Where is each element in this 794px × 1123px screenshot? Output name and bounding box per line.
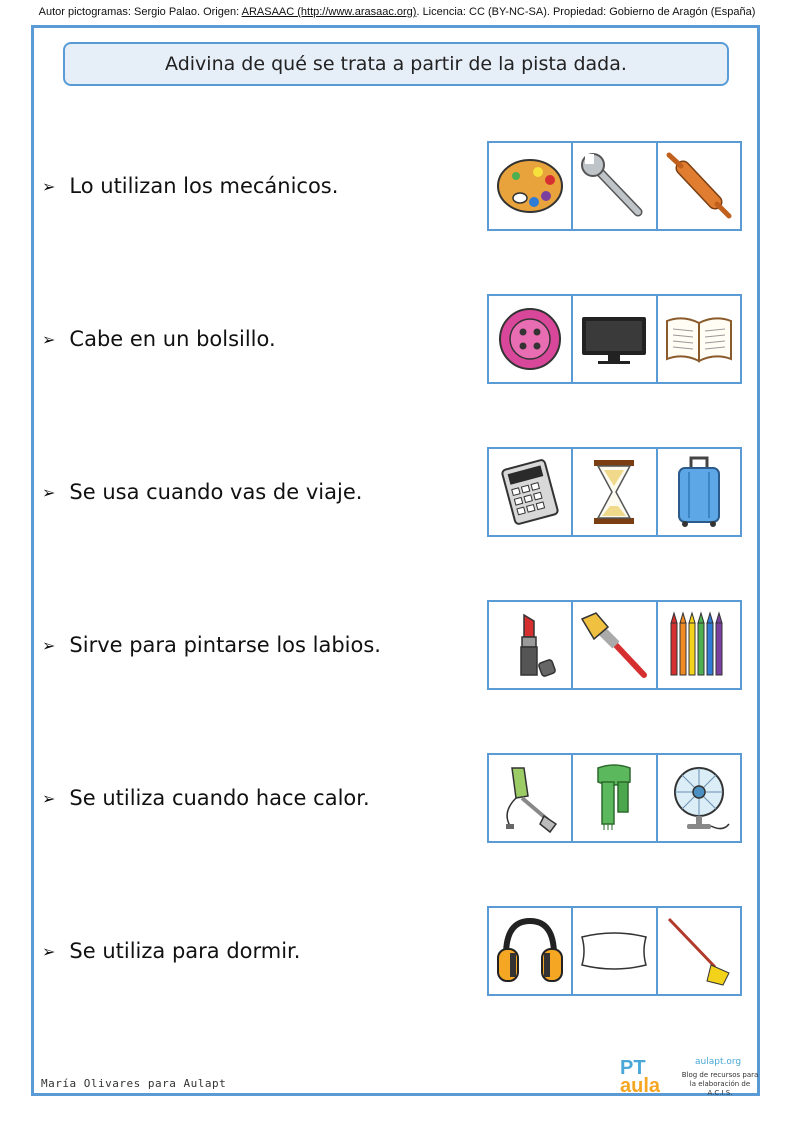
arrow-bullet-icon: ➢ [42,941,56,961]
option-cell[interactable] [489,296,573,382]
logo-tagline: Blog de recursos para la elaboración de A.C.I.S. [681,1071,759,1097]
arrow-bullet-icon: ➢ [42,635,56,655]
credit-link[interactable]: ARASAAC (http://www.arasaac.org) [241,6,417,18]
clue [42,600,381,690]
picture-options [487,141,742,231]
logo-text-b: aula [620,1075,661,1097]
option-cell[interactable] [489,602,573,688]
option-cell[interactable] [658,449,740,535]
calculator-icon [494,456,566,528]
paint-palette-icon [494,150,566,222]
option-cell[interactable] [489,143,573,229]
picture-options [487,906,742,996]
scarf-icon [578,762,650,834]
clue-text: Se utiliza cuando hace calor. [69,786,370,810]
colored-pencils-icon [663,609,735,681]
exercise-row [0,906,794,996]
option-cell[interactable] [573,143,657,229]
mop-icon [663,915,735,987]
picture-options [487,753,742,843]
clue-text: Se utiliza para dormir. [69,939,301,963]
credit-prefix: Autor pictogramas: Sergio Palao. Origen: [38,6,242,18]
arrow-bullet-icon: ➢ [42,329,56,349]
instruction-text: Adivina de qué se trata a partir de la pista dada. [165,53,627,75]
clue [42,447,362,537]
ear-protectors-icon [494,915,566,987]
pillow-icon [578,915,650,987]
clue [42,294,276,384]
option-cell[interactable] [658,602,740,688]
option-cell[interactable] [658,755,740,841]
option-cell[interactable] [573,602,657,688]
credit-suffix: . Licencia: CC (BY-NC-SA). Propiedad: Gobierno de Aragón (España) [416,6,756,18]
option-cell[interactable] [489,908,573,994]
picture-options [487,447,742,537]
logo-text-a: PT [620,1057,646,1079]
wrench-icon [578,150,650,222]
clue [42,906,300,996]
logo-url: aulapt.org [695,1057,742,1067]
credit-line [0,6,794,18]
option-cell[interactable] [573,908,657,994]
exercise-row [0,447,794,537]
picture-options [487,294,742,384]
aulapt-logo [620,1057,760,1095]
arrow-bullet-icon: ➢ [42,482,56,502]
exercise-row [0,294,794,384]
arrow-bullet-icon: ➢ [42,788,56,808]
suitcase-icon [663,456,735,528]
button-icon [494,303,566,375]
exercise-row [0,141,794,231]
clue-text: Se usa cuando vas de viaje. [69,480,363,504]
clue [42,753,370,843]
footer-author: María Olivares para Aulapt [41,1077,227,1090]
lipstick-icon [494,609,566,681]
exercise-row [0,600,794,690]
clue-text: Sirve para pintarse los labios. [69,633,381,657]
option-cell[interactable] [573,449,657,535]
hand-blender-icon [494,762,566,834]
option-cell[interactable] [489,755,573,841]
paintbrush-icon [578,609,650,681]
option-cell[interactable] [573,755,657,841]
option-cell[interactable] [658,296,740,382]
option-cell[interactable] [489,449,573,535]
option-cell[interactable] [658,908,740,994]
clue [42,141,338,231]
open-book-icon [663,303,735,375]
option-cell[interactable] [658,143,740,229]
arrow-bullet-icon: ➢ [42,176,56,196]
rolling-pin-icon [663,150,735,222]
option-cell[interactable] [573,296,657,382]
aulapt-logo-mark [620,1059,660,1095]
clue-text: Lo utilizan los mecánicos. [69,174,339,198]
instruction-box [63,42,729,86]
clue-text: Cabe en un bolsillo. [69,327,276,351]
hourglass-icon [578,456,650,528]
electric-fan-icon [663,762,735,834]
picture-options [487,600,742,690]
exercise-row [0,753,794,843]
television-icon [578,303,650,375]
